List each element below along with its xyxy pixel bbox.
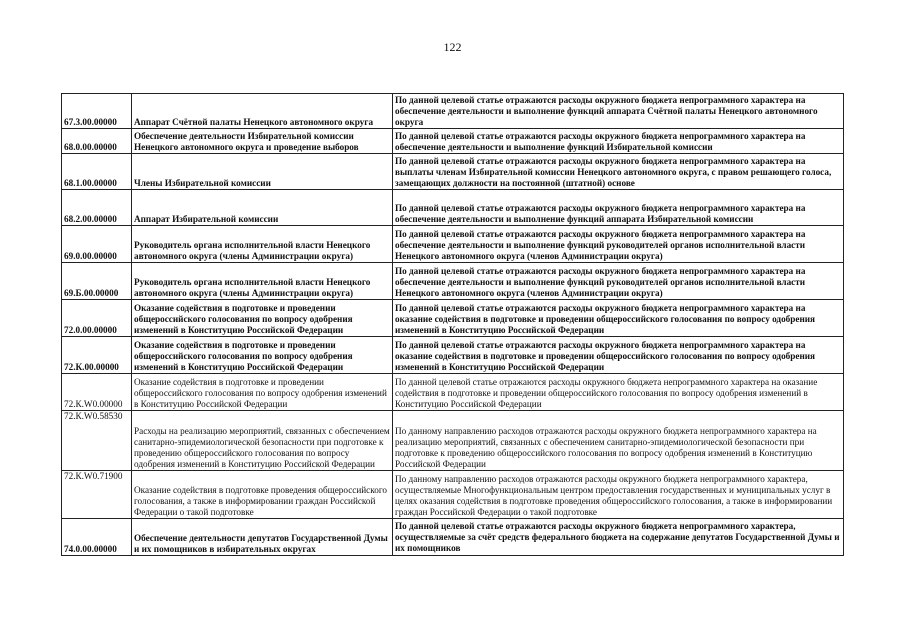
budget-classification-table [61,93,844,556]
row-code: 72.К.W0.71900 [62,471,132,519]
row-description: По данному направлению расходов отражаются расходы окружного бюджета непрограммного характера, осуществляемые Многофункциональным центром предоставления государственных и муниципальных услуг в целях оказания содействия в подготовке проведения общероссийского голосования, а также в информировании граждан Российской Федерации о такой подготовке [393,471,844,519]
row-description: По данной целевой статье отражаются расходы окружного бюджета непрограммного характера на обеспечение деятельности и выполнение функций Избирательной комиссии [393,129,844,154]
row-description: По данной целевой статье отражаются расходы окружного бюджета непрограммного характера, осуществляемые за счёт средств федерального бюджета на содержание депутатов Государственной Думы и их помощников [393,519,844,556]
row-code: 67.3.00.00000 [62,94,132,129]
row-code: 69.0.00.00000 [62,226,132,263]
row-name: Члены Избирательной комиссии [132,154,393,190]
row-code: 68.0.00.00000 [62,129,132,154]
row-name: Аппарат Счётной палаты Ненецкого автономного округа [132,94,393,129]
row-description: По данной целевой статье отражаются расходы окружного бюджета непрограммного характера на обеспечение деятельности и выполнение функций аппарата Счётной палаты Ненецкого автономного округа [393,94,844,129]
row-description: По данной целевой статье отражаются расходы окружного бюджета непрограммного характера на обеспечение деятельности и выполнение функций аппарата Избирательной комиссии [393,190,844,226]
table-row [62,337,844,374]
row-code: 68.1.00.00000 [62,154,132,190]
table-row [62,190,844,226]
table-row [62,300,844,337]
row-description: По данной целевой статье отражаются расходы окружного бюджета непрограммного характера на выплаты членам Избирательной комиссии Ненецкого автономного округа, с правом решающего голоса, замещающих должности на постоянной (штатной) основе [393,154,844,190]
row-description: По данному направлению расходов отражаются расходы окружного бюджета непрограммного характера на реализацию мероприятий, связанных с обеспечением санитарно-эпидемиологической безопасности при подготовке к проведению общероссийского голосования по вопросу одобрения изменений в Конституцию Российской Федерации [393,411,844,471]
row-code: 68.2.00.00000 [62,190,132,226]
table-row [62,154,844,190]
row-name: Оказание содействия в подготовке и проведении общероссийского голосования по вопросу одобрения изменений в Конституцию Российской Федерации [132,337,393,374]
table-row [62,263,844,300]
table-row [62,94,844,129]
row-description: По данной целевой статье отражаются расходы окружного бюджета непрограммного характера на оказание содействия в подготовке и проведении общероссийского голосования по вопросу одобрения изменений в Конституцию Российской Федерации [393,300,844,337]
row-name: Оказание содействия в подготовке и проведении общероссийского голосования по вопросу одобрения изменений в Конституцию Российской Федерации [132,300,393,337]
row-code: 72.К.W0.00000 [62,374,132,411]
row-name: Оказание содействия в подготовке проведения общероссийского голосования, а также в информировании граждан Российской Федерации о такой подготовке [132,471,393,519]
row-code: 69.Б.00.00000 [62,263,132,300]
row-name: Руководитель органа исполнительной власти Ненецкого автономного округа (члены Администрации округа) [132,226,393,263]
row-description: По данной целевой статье отражаются расходы окружного бюджета непрограммного характера на оказание содействия в подготовке и проведении общероссийского голосования по вопросу одобрения изменений в Конституцию Российской Федерации [393,337,844,374]
table-row [62,411,844,471]
row-name: Обеспечение деятельности Избирательной комиссии Ненецкого автономного округа и проведение выборов [132,129,393,154]
row-description: По данной целевой статье отражаются расходы окружного бюджета непрограммного характера на оказание содействия в подготовке и проведении общероссийского голосования по вопросу одобрения изменений в Конституцию Российской Федерации [393,374,844,411]
row-description: По данной целевой статье отражаются расходы окружного бюджета непрограммного характера на обеспечение деятельности и выполнение функций руководителей органов исполнительной власти Ненецкого автономного округа (членов Администрации округа) [393,226,844,263]
table-row [62,519,844,556]
page-number: 122 [443,40,462,54]
table-row [62,374,844,411]
table-row [62,129,844,154]
table-row [62,226,844,263]
row-description: По данной целевой статье отражаются расходы окружного бюджета непрограммного характера на обеспечение деятельности и выполнение функций руководителей органов исполнительной власти Ненецкого автономного округа (членов Администрации округа) [393,263,844,300]
row-code: 72.К.00.00000 [62,337,132,374]
row-name: Аппарат Избирательной комиссии [132,190,393,226]
row-code: 74.0.00.00000 [62,519,132,556]
row-code: 72.0.00.00000 [62,300,132,337]
row-name: Руководитель органа исполнительной власти Ненецкого автономного округа (члены Администрации округа) [132,263,393,300]
row-name: Расходы на реализацию мероприятий, связанных с обеспечением санитарно-эпидемиологической безопасности при подготовке к проведению общероссийского голосования по вопросу одобрения изменений в Конституцию Российской Федерации [132,411,393,471]
row-code: 72.К.W0.58530 [62,411,132,471]
table-row [62,471,844,519]
row-name: Обеспечение деятельности депутатов Государственной Думы и их помощников в избирательных округах [132,519,393,556]
row-name: Оказание содействия в подготовке и проведении общероссийского голосования по вопросу одобрения изменений в Конституцию Российской Федерации [132,374,393,411]
